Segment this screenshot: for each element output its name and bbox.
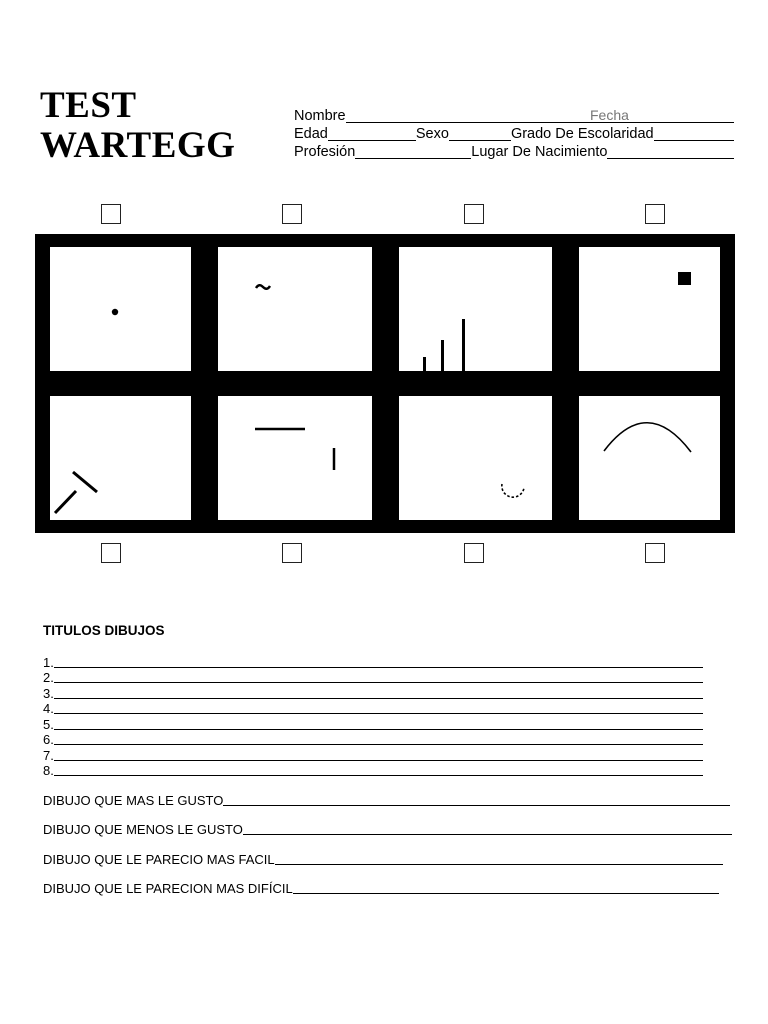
- stimulus-bar-medium: [441, 340, 444, 371]
- question-easiest-field[interactable]: [275, 853, 723, 865]
- nombre-label: Nombre: [294, 108, 346, 124]
- lugar-field[interactable]: [607, 145, 734, 159]
- title-row: [43, 685, 703, 701]
- title-row: [43, 732, 703, 748]
- sexo-field[interactable]: [449, 127, 511, 141]
- stimulus-bar-short: [423, 357, 426, 371]
- title-row: [43, 701, 703, 717]
- stimulus-dot: [112, 309, 118, 315]
- title-number: 7.: [43, 747, 54, 763]
- question-row-hardest: [43, 881, 719, 896]
- title-number: 6.: [43, 732, 54, 747]
- checkbox-top-4[interactable]: [645, 204, 665, 224]
- info-row-edad: [294, 124, 734, 142]
- title-number: 3.: [43, 685, 54, 701]
- title-field-5[interactable]: [54, 718, 703, 730]
- stimulus-dotted-arc: [502, 484, 524, 497]
- stimulus-line-diagonal: [55, 491, 76, 513]
- titles-list: [43, 654, 703, 778]
- title-field-1[interactable]: [54, 656, 703, 668]
- stimulus-tilde: [256, 285, 270, 289]
- form-title: [40, 86, 235, 166]
- title-number: 2.: [43, 670, 54, 685]
- sexo-label: Sexo: [415, 126, 449, 142]
- title-number: 8.: [43, 763, 54, 778]
- checkbox-top-3[interactable]: [464, 204, 484, 224]
- question-easiest-label: DIBUJO QUE LE PARECIO MAS FACIL: [43, 852, 275, 867]
- title-field-4[interactable]: [54, 702, 703, 714]
- question-favorite-field[interactable]: [223, 794, 730, 806]
- title-row: [43, 654, 703, 670]
- question-least-favorite-field[interactable]: [243, 823, 732, 835]
- checkbox-bottom-8[interactable]: [645, 543, 665, 563]
- profesion-label: Profesión: [294, 144, 356, 160]
- checkbox-top-2[interactable]: [282, 204, 302, 224]
- title-field-3[interactable]: [54, 687, 703, 699]
- stimulus-marks: [35, 234, 735, 533]
- info-row-profesion: [294, 142, 734, 160]
- drawing-grid: [35, 234, 735, 533]
- edad-label: Edad: [294, 126, 328, 142]
- lugar-label: Lugar De Nacimiento: [471, 144, 608, 160]
- checkbox-bottom-6[interactable]: [282, 543, 302, 563]
- checkbox-bottom-7[interactable]: [464, 543, 484, 563]
- question-least-favorite-label: DIBUJO QUE MENOS LE GUSTO: [43, 822, 243, 837]
- question-row-favorite: [43, 793, 730, 808]
- checkbox-top-1[interactable]: [101, 204, 121, 224]
- title-row: [43, 716, 703, 732]
- title-line-1: TEST: [40, 85, 137, 126]
- title-row: [43, 747, 703, 763]
- title-row: [43, 670, 703, 686]
- title-field-8[interactable]: [54, 764, 703, 776]
- title-field-6[interactable]: [54, 733, 703, 745]
- question-row-least-favorite: [43, 822, 732, 837]
- grado-field[interactable]: [654, 127, 734, 141]
- question-row-easiest: [43, 852, 723, 867]
- stimulus-line-diagonal-2: [73, 472, 97, 492]
- edad-field[interactable]: [328, 127, 416, 141]
- titles-heading: TITULOS DIBUJOS: [43, 623, 165, 638]
- title-number: 1.: [43, 654, 54, 670]
- title-field-2[interactable]: [54, 671, 703, 683]
- nombre-field[interactable]: [346, 109, 734, 123]
- info-row-nombre: [294, 106, 734, 124]
- question-hardest-label: DIBUJO QUE LE PARECION MAS DIFÍCIL: [43, 881, 293, 896]
- profesion-field[interactable]: [355, 145, 471, 159]
- title-field-7[interactable]: [54, 749, 703, 761]
- grado-label: Grado De Escolaridad: [510, 126, 654, 142]
- stimulus-bar-tall: [462, 319, 465, 371]
- question-hardest-field[interactable]: [293, 882, 719, 894]
- stimulus-arc: [604, 423, 691, 452]
- fecha-label: Fecha: [590, 107, 629, 123]
- title-number: 4.: [43, 701, 54, 716]
- title-line-2: WARTEGG: [40, 125, 236, 166]
- stimulus-square: [678, 272, 691, 285]
- title-row: [43, 763, 703, 779]
- personal-info-section: [294, 106, 734, 160]
- question-favorite-label: DIBUJO QUE MAS LE GUSTO: [43, 793, 224, 808]
- title-number: 5.: [43, 716, 54, 732]
- checkbox-bottom-5[interactable]: [101, 543, 121, 563]
